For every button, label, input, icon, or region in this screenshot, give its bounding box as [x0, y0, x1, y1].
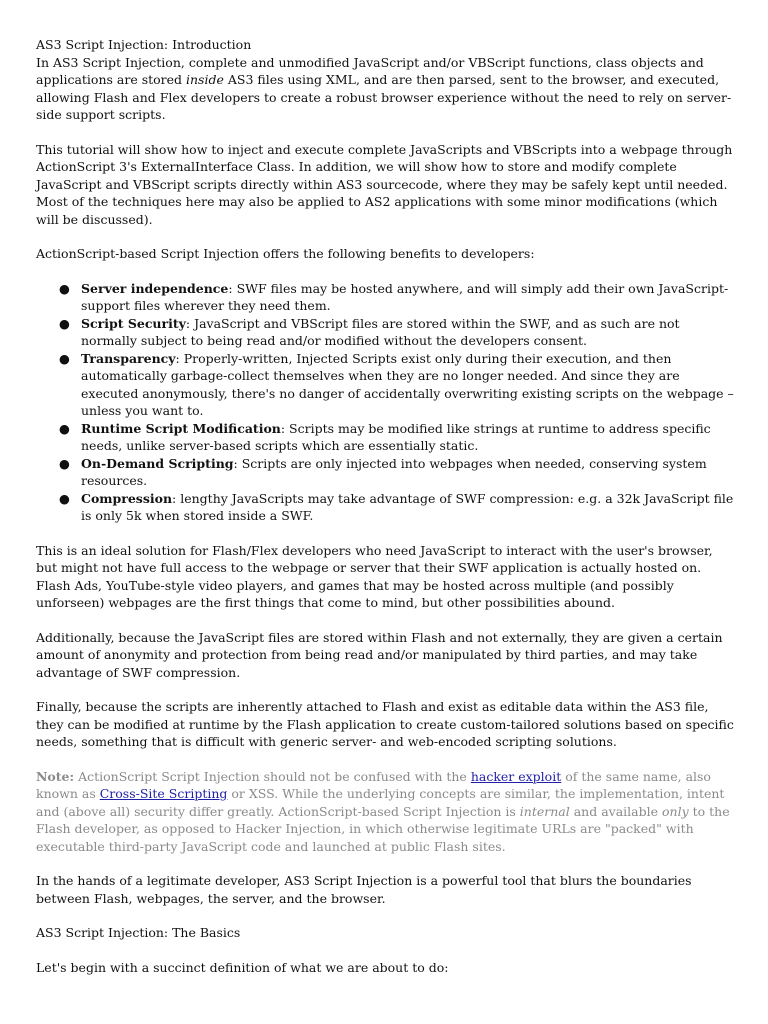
- benefit-term: Compression: [81, 490, 173, 506]
- hacker-exploit-link[interactable]: hacker exploit: [470, 768, 562, 784]
- benefit-term: Runtime Script Modification: [81, 420, 281, 436]
- anonymity-paragraph: Additionally, because the JavaScript files are stored within Flash and not externally, they are given a certain amount of anonymity and protection from being read and/or manipulated by third parties, and may take advantage of SWF compression.: [36, 629, 723, 680]
- benefit-term: Script Security: [81, 315, 186, 331]
- ideal-solution-paragraph: This is an ideal solution for Flash/Flex developers who need JavaScript to interact with the user's browser, but might not have full access to the webpage or server that their SWF application is actually hosted on. Flash Ads, YouTube-style video players, and games that may be hosted across multiple (and possibly unforseen) webpages are the first things that come to mind, but other possibilities abound.: [36, 542, 713, 610]
- note-text: ActionScript Script Injection should not be confused with the: [74, 768, 471, 784]
- benefits-list: [36, 280, 734, 525]
- benefit-term: Transparency: [81, 350, 176, 366]
- definition-intro-paragraph: Let's begin with a succinct definition of what we are about to do:: [36, 959, 449, 975]
- note-text: or XSS. While the underlying concepts are similar, the implementation, intent and (above all) security differ greatly. ActionScript-based Script Injection is: [36, 786, 725, 819]
- legitimate-developer-paragraph: In the hands of a legitimate developer, AS3 Script Injection is a powerful tool that blurs the boundaries between Flash, webpages, the server, and the browser.: [36, 873, 692, 906]
- bullet-icon: ●: [59, 455, 70, 471]
- benefit-text: : lengthy JavaScripts may take advantage of SWF compression: e.g. a 32k JavaScript file is only 5k when stored inside a SWF.: [81, 490, 734, 523]
- section-title-basics: AS3 Script Injection: The Basics: [36, 925, 241, 940]
- bullet-icon: ●: [59, 420, 70, 436]
- list-item: [59, 315, 734, 350]
- bullet-icon: ●: [59, 350, 70, 366]
- list-item: [59, 350, 734, 420]
- emphasis-inside: inside: [186, 72, 224, 87]
- list-item: [59, 455, 734, 490]
- note-label: Note:: [36, 768, 75, 784]
- bullet-icon: ●: [59, 315, 70, 331]
- section-title-introduction: AS3 Script Injection: Introduction: [36, 37, 252, 52]
- benefit-text: : Scripts may be modified like strings at runtime to address specific needs, unlike server-based scripts which are essentially static.: [81, 420, 711, 453]
- bullet-icon: ●: [59, 490, 70, 506]
- benefit-term: Server independence: [81, 280, 229, 296]
- note-paragraph: [36, 768, 734, 856]
- document-body: [36, 36, 734, 993]
- tutorial-paragraph: This tutorial will show how to inject and execute complete JavaScripts and VBScripts into a webpage through ActionScript 3's ExternalInterface Class. In addition, we will show how to store and modify complete JavaScript and VBScript scripts directly within AS3 sourcecode, where they may be safely kept until needed. Most of the techniques here may also be applied to AS2 applications with some minor modifications (which will be discussed).: [36, 141, 733, 227]
- emphasis-internal: internal: [519, 803, 570, 819]
- benefit-text: : SWF files may be hosted anywhere, and will simply add their own JavaScript-support files wherever they need them.: [81, 280, 729, 313]
- note-text: to the Flash developer, as opposed to Hacker Injection, in which otherwise legitimate URLs are "packed" with executable third-party JavaScript code and launched at public Flash sites.: [36, 803, 730, 854]
- runtime-modification-paragraph: Finally, because the scripts are inherently attached to Flash and exist as editable data within the AS3 file, they can be modified at runtime by the Flash application to create custom-tailored solutions based on specific needs, something that is difficult with generic server- and web-encoded scripting solutions.: [36, 699, 734, 749]
- benefit-text: : Scripts are only injected into webpages when needed, conserving system resources.: [81, 455, 707, 488]
- benefit-term: On-Demand Scripting: [81, 455, 234, 471]
- note-text: of the same name, also known as: [36, 768, 711, 801]
- bullet-icon: ●: [59, 280, 70, 296]
- list-item: [59, 280, 734, 315]
- list-item: [59, 420, 734, 455]
- cross-site-scripting-link[interactable]: Cross-Site Scripting: [99, 786, 228, 801]
- benefits-intro-paragraph: ActionScript-based Script Injection offers the following benefits to developers:: [36, 246, 535, 261]
- list-item: [59, 490, 734, 525]
- benefit-text: : Properly-written, Injected Scripts exist only during their execution, and then automatically garbage-collect themselves when they are no longer needed. And since they are executed anonymously, there's no danger of accidentally overwriting existing scripts on the webpage – unless you want to.: [81, 350, 734, 418]
- emphasis-only: only: [662, 803, 689, 819]
- note-text: and available: [569, 803, 662, 819]
- intro-paragraph-part1: In AS3 Script Injection, complete and unmodified JavaScript and/or VBScript functions, class objects and applications are stored: [36, 54, 704, 87]
- benefit-text: : JavaScript and VBScript files are stored within the SWF, and as such are not normally subject to being read and/or modified without the developers consent.: [81, 315, 680, 348]
- intro-paragraph: [36, 54, 734, 124]
- intro-paragraph-part2: AS3 files using XML, and are then parsed, sent to the browser, and executed, allowing Flash and Flex developers to create a robust browser experience without the need to rely on server-side support scripts.: [36, 72, 732, 122]
